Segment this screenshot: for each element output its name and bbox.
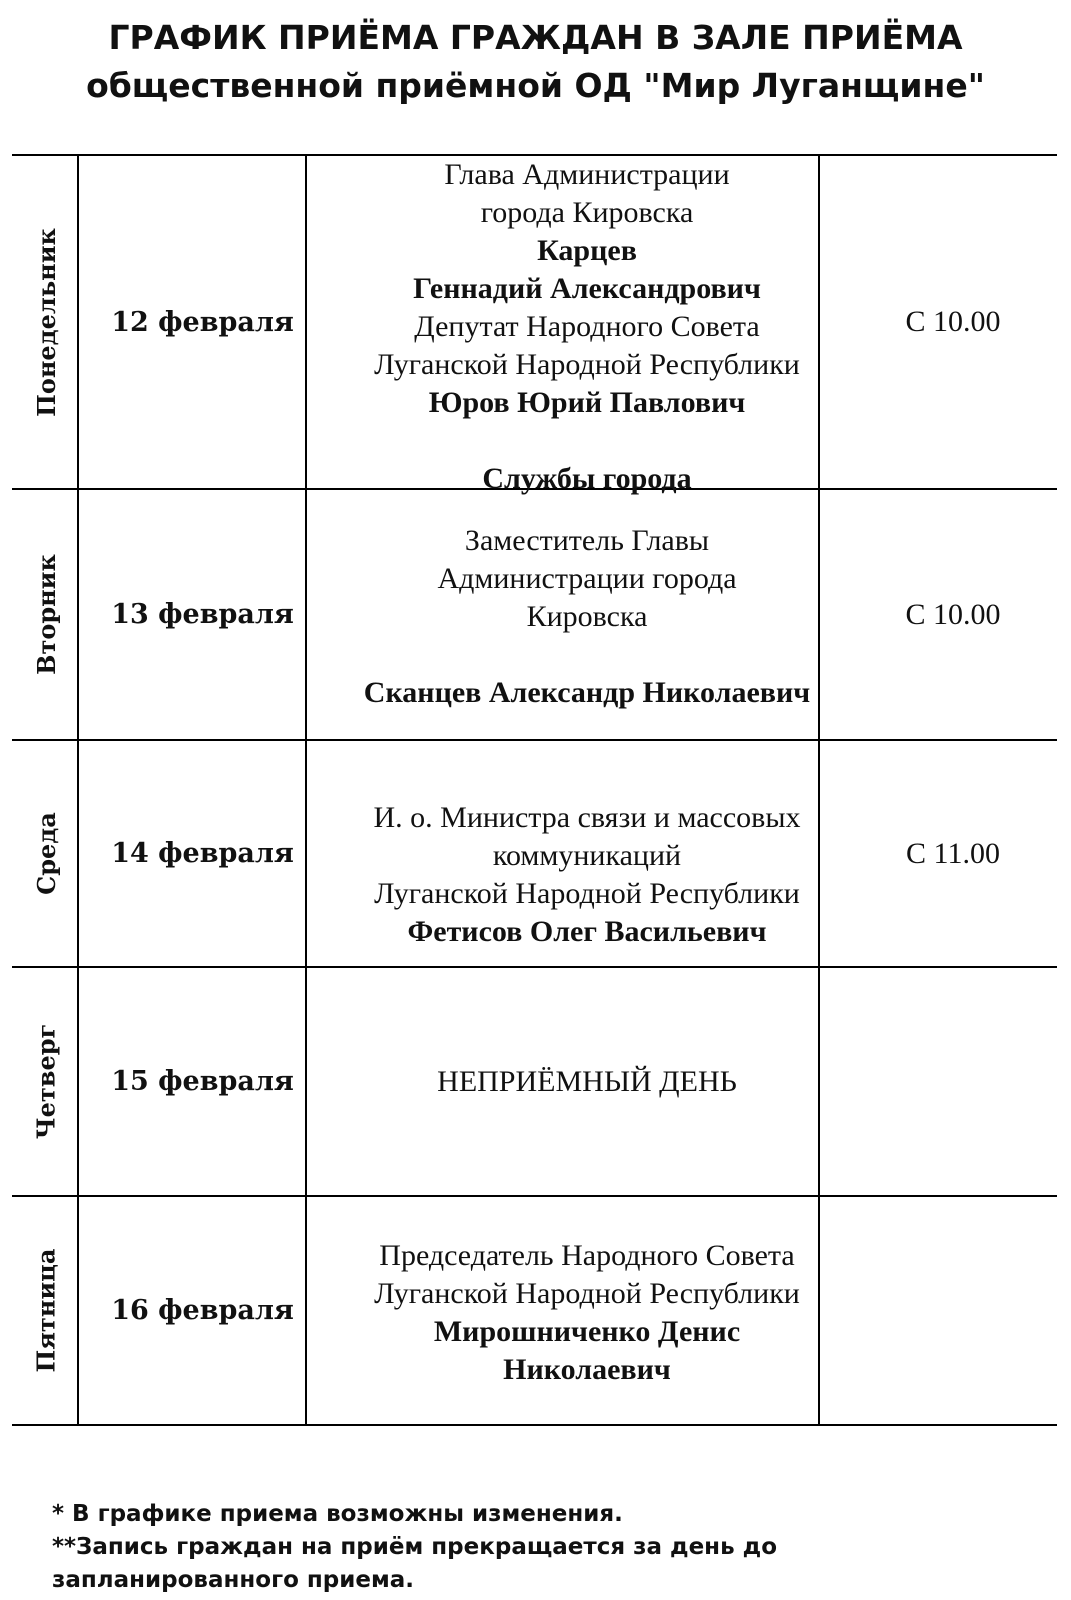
position-line: Кировска <box>526 600 648 633</box>
day-label: Пятница <box>31 1248 61 1373</box>
position-line: коммуникаций <box>492 839 682 872</box>
position-line: Луганской Народной Республики <box>374 348 800 381</box>
position-line: Луганской Народной Республики <box>374 877 800 910</box>
footnotes <box>52 1498 777 1597</box>
person-name: Мирошниченко Денис <box>433 1315 741 1348</box>
day-label: Среда <box>31 812 61 895</box>
time-cell: С 10.00 <box>905 597 1001 631</box>
day-label: Четверг <box>31 1023 61 1140</box>
position-line: Председатель Народного Совета <box>379 1239 795 1272</box>
position-line: Глава Администрации <box>444 158 730 191</box>
schedule-row <box>12 1197 1057 1424</box>
description-cell <box>325 522 849 712</box>
person-name: Николаевич <box>503 1353 671 1386</box>
day-cell <box>12 741 80 966</box>
position-line: города Кировска <box>480 196 694 229</box>
person-name: Геннадий Александрович <box>413 272 761 305</box>
schedule-row <box>12 156 1057 495</box>
time-cell: С 10.00 <box>905 305 1001 338</box>
schedule-row <box>12 741 1057 966</box>
person-name: Юров Юрий Павлович <box>428 386 746 419</box>
schedule-row <box>12 490 1057 739</box>
position-line: Луганской Народной Республики <box>374 1277 800 1310</box>
position-line: И. о. Министра связи и массовых <box>373 801 801 834</box>
blank-line <box>325 636 849 674</box>
description-cell <box>325 799 849 951</box>
title-line-1: ГРАФИК ПРИЁМА ГРАЖДАН В ЗАЛЕ ПРИЁМА <box>108 18 963 57</box>
title-line-2: общественной приёмной ОД "Мир Луганщине" <box>86 66 985 105</box>
footnote-registration-cont: запланированного приема. <box>52 1567 415 1593</box>
day-label: Вторник <box>31 554 61 675</box>
description-cell <box>325 156 849 498</box>
person-name: Фетисов Олег Васильевич <box>407 915 767 948</box>
person-name: Карцев <box>537 234 637 267</box>
day-cell <box>12 968 80 1195</box>
position-line: НЕПРИЁМНЫЙ ДЕНЬ <box>437 1065 737 1098</box>
description-cell <box>325 1237 849 1389</box>
table-rule <box>12 1424 1057 1426</box>
page-title <box>0 14 1071 110</box>
day-label: Понедельник <box>31 227 61 417</box>
day-cell <box>12 490 80 739</box>
description-cell <box>325 1063 849 1101</box>
person-name: Службы города <box>482 462 692 495</box>
position-line: Заместитель Главы <box>464 524 710 557</box>
date-cell: 15 февраля <box>111 1066 294 1097</box>
date-cell: 14 февраля <box>111 838 294 869</box>
position-line: Депутат Народного Совета <box>414 310 760 343</box>
position-line: Администрации города <box>437 562 737 595</box>
time-cell <box>849 1197 1057 1424</box>
footnote-changes: * В графике приема возможны изменения. <box>52 1501 623 1527</box>
blank-line <box>325 422 849 460</box>
day-cell <box>12 1197 80 1424</box>
date-cell: 12 февраля <box>111 306 294 338</box>
schedule-row <box>12 968 1057 1195</box>
footnote-registration: **Запись граждан на приём прекращается за день до <box>52 1534 778 1560</box>
time-cell <box>849 968 1057 1195</box>
time-cell: С 11.00 <box>906 836 1000 870</box>
day-cell <box>12 156 80 488</box>
person-name: Сканцев Александр Николаевич <box>363 676 811 709</box>
date-cell: 16 февраля <box>111 1295 294 1326</box>
date-cell: 13 февраля <box>111 599 294 630</box>
